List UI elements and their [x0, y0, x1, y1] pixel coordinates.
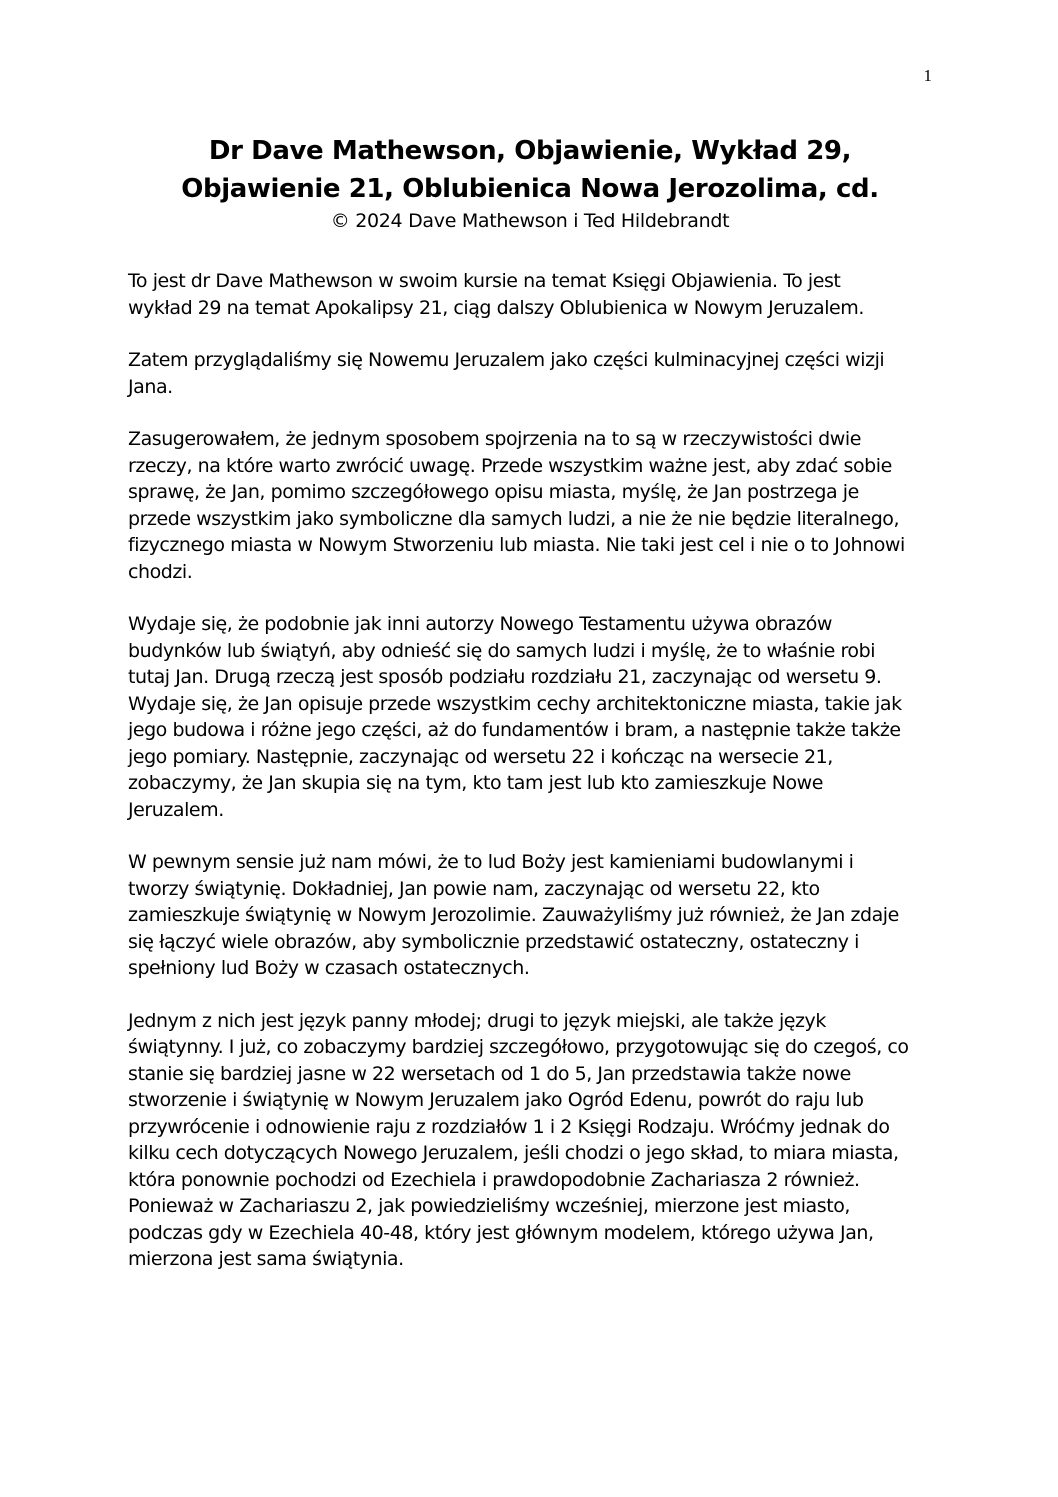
- title-line-2: Objawienie 21, Oblubienica Nowa Jerozolima, cd.: [181, 174, 879, 204]
- paragraph-line: Jednym z nich jest język panny młodej; drugi to język miejski, ale także język: [128, 1009, 826, 1032]
- paragraph-line: jego pomiary. Następnie, zaczynając od wersetu 22 i kończąc na wersecie 21,: [128, 745, 833, 768]
- paragraph-1: [128, 268, 938, 321]
- title-line-1: Dr Dave Mathewson, Objawienie, Wykład 29,: [208, 136, 852, 166]
- paragraph-2: [128, 347, 938, 400]
- paragraph-line: Jana.: [128, 375, 173, 398]
- paragraph-line: która ponownie pochodzi od Ezechiela i prawdopodobnie Zachariasza 2 również.: [128, 1168, 860, 1191]
- paragraph-line: Jeruzalem.: [128, 798, 224, 821]
- paragraph-line: przywrócenie i odnowienie raju z rozdziałów 1 i 2 Księgi Rodzaju. Wróćmy jednak do: [128, 1115, 890, 1138]
- paragraph-line: tworzy świątynię. Dokładniej, Jan powie nam, zaczynając od wersetu 22, kto: [128, 877, 820, 900]
- paragraph-line: stworzenie i świątynię w Nowym Jeruzalem jako Ogród Edenu, powrót do raju lub: [128, 1089, 864, 1111]
- paragraph-line: zobaczymy, że Jan skupia się na tym, kto tam jest lub kto zamieszkuje Nowe: [128, 772, 823, 794]
- paragraph-line: mierzona jest sama świątynia.: [128, 1248, 404, 1270]
- paragraph-line: spełniony lud Boży w czasach ostatecznych.: [128, 957, 530, 979]
- title-block: [128, 132, 932, 234]
- paragraph-line: się łączyć wiele obrazów, aby symbolicznie przedstawić ostateczny, ostateczny i: [128, 930, 859, 953]
- paragraph-line: Zasugerowałem, że jednym sposobem spojrzenia na to są w rzeczywistości dwie: [128, 428, 861, 450]
- paragraph-line: budynków lub świątyń, aby odnieść się do samych ludzi i myślę, że to właśnie robi: [128, 639, 876, 662]
- paragraph-line: jego budowa i różne jego części, aż do fundamentów i bram, a następnie także także: [128, 719, 901, 741]
- paragraph-line: przede wszystkim jako symboliczne dla samych ludzi, a nie że nie będzie literalnego,: [128, 507, 900, 530]
- paragraph-line: Zatem przyglądaliśmy się Nowemu Jeruzalem jako części kulminacyjnej części wizji: [128, 349, 885, 371]
- body-text: [128, 268, 938, 1299]
- paragraph-line: sprawę, że Jan, pomimo szczegółowego opisu miasta, myślę, że Jan postrzega je: [128, 481, 859, 503]
- paragraph-3: [128, 426, 938, 585]
- paragraph-line: To jest dr Dave Mathewson w swoim kursie na temat Księgi Objawienia. To jest: [128, 270, 841, 292]
- paragraph-line: podczas gdy w Ezechiela 40-48, który jest głównym modelem, którego używa Jan,: [128, 1221, 874, 1244]
- paragraph-line: kilku cech dotyczących Nowego Jeruzalem, jeśli chodzi o jego skład, to miara miasta,: [128, 1142, 899, 1164]
- paragraph-4: [128, 611, 938, 823]
- paragraph-line: zamieszkuje świątynię w Nowym Jerozolimie. Zauważyliśmy już również, że Jan zdaje: [128, 904, 899, 926]
- paragraph-line: rzeczy, na które warto zwrócić uwagę. Przede wszystkim ważne jest, aby zdać sobie: [128, 454, 892, 477]
- page-number: 1: [923, 66, 932, 85]
- paragraph-6: [128, 1008, 938, 1273]
- paragraph-line: W pewnym sensie już nam mówi, że to lud Boży jest kamieniami budowlanymi i: [128, 851, 854, 873]
- paragraph-line: Wydaje się, że Jan opisuje przede wszystkim cechy architektoniczne miasta, takie jak: [128, 692, 902, 715]
- paragraph-line: Wydaje się, że podobnie jak inni autorzy Nowego Testamentu używa obrazów: [128, 613, 832, 635]
- copyright-notice: © 2024 Dave Mathewson i Ted Hildebrandt: [330, 210, 730, 232]
- paragraph-line: tutaj Jan. Drugą rzeczą jest sposób podziału rozdziału 21, zaczynając od wersetu 9.: [128, 666, 882, 688]
- paragraph-line: fizycznego miasta w Nowym Stworzeniu lub miasta. Nie taki jest cel i nie o to Johnowi: [128, 534, 905, 556]
- paragraph-line: chodzi.: [128, 560, 193, 583]
- paragraph-line: stanie się bardziej jasne w 22 wersetach od 1 do 5, Jan przedstawia także nowe: [128, 1062, 851, 1085]
- paragraph-line: świątynny. I już, co zobaczymy bardziej szczegółowo, przygotowując się do czegoś, co: [128, 1036, 909, 1058]
- paragraph-5: [128, 849, 938, 982]
- paragraph-line: wykład 29 na temat Apokalipsy 21, ciąg dalszy Oblubienica w Nowym Jeruzalem.: [128, 296, 864, 319]
- paragraph-line: Ponieważ w Zachariaszu 2, jak powiedzieliśmy wcześniej, mierzone jest miasto,: [128, 1195, 850, 1217]
